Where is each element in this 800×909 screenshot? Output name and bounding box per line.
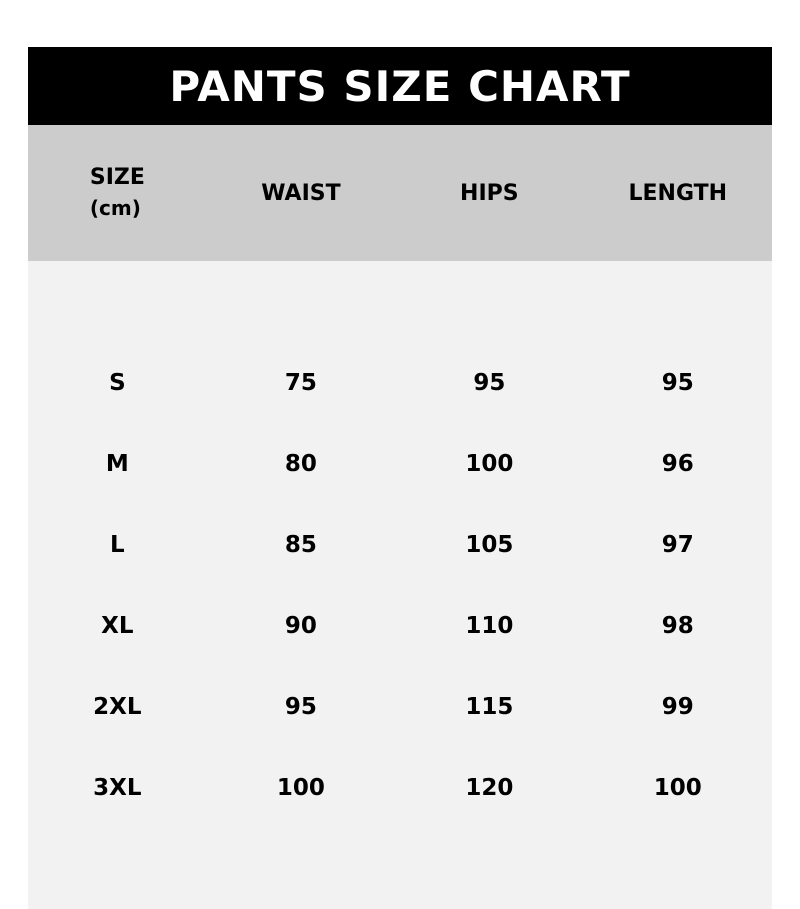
cell-hips: 120 <box>395 747 583 828</box>
cell-size: S <box>28 342 207 423</box>
column-header-size <box>28 125 207 261</box>
column-header-waist: WAIST <box>261 180 341 206</box>
cell-waist: 75 <box>207 342 395 423</box>
cell-length: 95 <box>584 342 772 423</box>
table-row <box>28 666 772 747</box>
cell-waist: 100 <box>207 747 395 828</box>
spacer-cell <box>207 828 395 909</box>
cell-length: 96 <box>584 423 772 504</box>
column-header-unit-label: (cm) <box>89 195 141 220</box>
cell-length: 97 <box>584 504 772 585</box>
cell-waist: 90 <box>207 585 395 666</box>
spacer-cell <box>584 828 772 909</box>
chart-title-bar <box>28 47 772 125</box>
spacer-cell <box>28 261 207 342</box>
table-spacer-row <box>28 261 772 342</box>
table-row <box>28 747 772 828</box>
cell-length: 99 <box>584 666 772 747</box>
column-header-size-stack <box>28 162 207 225</box>
column-header-hips: HIPS <box>460 180 519 206</box>
table-header <box>28 125 772 261</box>
table-row <box>28 423 772 504</box>
cell-hips: 100 <box>395 423 583 504</box>
cell-waist: 80 <box>207 423 395 504</box>
size-chart-table <box>28 125 772 909</box>
spacer-cell <box>28 828 207 909</box>
cell-hips: 105 <box>395 504 583 585</box>
table-row <box>28 585 772 666</box>
column-header-size-inner <box>90 162 145 223</box>
cell-hips: 95 <box>395 342 583 423</box>
cell-hips: 110 <box>395 585 583 666</box>
table-spacer-row <box>28 828 772 909</box>
cell-size: 3XL <box>28 747 207 828</box>
cell-size: XL <box>28 585 207 666</box>
cell-hips: 115 <box>395 666 583 747</box>
table-row <box>28 342 772 423</box>
cell-waist: 95 <box>207 666 395 747</box>
cell-size: 2XL <box>28 666 207 747</box>
page-title: PANTS SIZE CHART <box>169 61 631 111</box>
table-row <box>28 504 772 585</box>
column-header-length: LENGTH <box>628 180 728 206</box>
spacer-cell <box>584 261 772 342</box>
column-header-size-label: SIZE <box>89 164 145 190</box>
cell-size: M <box>28 423 207 504</box>
size-chart-container <box>28 47 772 909</box>
spacer-cell <box>395 261 583 342</box>
spacer-cell <box>395 828 583 909</box>
cell-length: 98 <box>584 585 772 666</box>
cell-size: L <box>28 504 207 585</box>
table-header-row <box>28 125 772 261</box>
cell-waist: 85 <box>207 504 395 585</box>
spacer-cell <box>207 261 395 342</box>
cell-length: 100 <box>584 747 772 828</box>
table-body <box>28 261 772 909</box>
